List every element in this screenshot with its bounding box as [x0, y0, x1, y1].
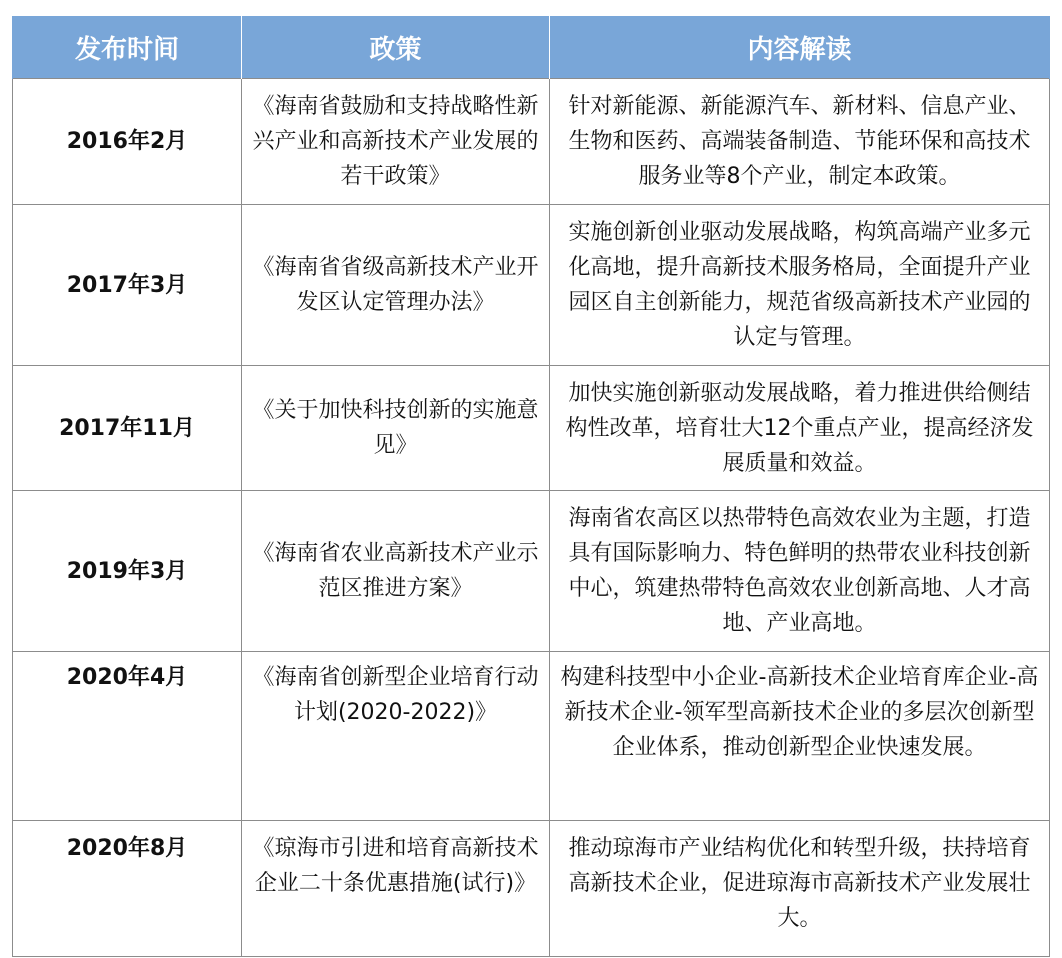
date-cell: 2016年2月: [13, 79, 242, 205]
content-cell: 针对新能源、新能源汽车、新材料、信息产业、生物和医药、高端装备制造、节能环保和高技术服务业等8个产业，制定本政策。: [550, 79, 1050, 205]
header-date: 发布时间: [13, 16, 242, 79]
content-cell: 海南省农高区以热带特色高效农业为主题，打造具有国际影响力、特色鲜明的热带农业科技创新中心，筑建热带特色高效农业创新高地、人才高地、产业高地。: [550, 491, 1050, 652]
header-content: 内容解读: [550, 16, 1050, 79]
content-cell: 推动琼海市产业结构优化和转型升级，扶持培育高新技术企业，促进琼海市高新技术产业发展壮大。: [550, 821, 1050, 957]
table-row: [13, 205, 1050, 366]
policy-cell: 《海南省鼓励和支持战略性新兴产业和高新技术产业发展的若干政策》: [242, 79, 550, 205]
table-row: [13, 491, 1050, 652]
content-cell: 加快实施创新驱动发展战略，着力推进供给侧结构性改革，培育壮大12个重点产业，提高经济发展质量和效益。: [550, 366, 1050, 491]
table-header-row: [13, 16, 1050, 79]
policy-cell: 《海南省农业高新技术产业示范区推进方案》: [242, 491, 550, 652]
date-cell: 2020年4月: [13, 652, 242, 821]
content-cell: 构建科技型中小企业-高新技术企业培育库企业-高新技术企业-领军型高新技术企业的多层次创新型企业体系，推动创新型企业快速发展。: [550, 652, 1050, 821]
date-cell: 2017年11月: [13, 366, 242, 491]
policy-cell: 《琼海市引进和培育高新技术企业二十条优惠措施(试行)》: [242, 821, 550, 957]
date-cell: 2019年3月: [13, 491, 242, 652]
table-row: [13, 652, 1050, 821]
policy-cell: 《海南省创新型企业培育行动计划(2020-2022)》: [242, 652, 550, 821]
header-policy: 政策: [242, 16, 550, 79]
policy-cell: 《关于加快科技创新的实施意见》: [242, 366, 550, 491]
content-cell: 实施创新创业驱动发展战略，构筑高端产业多元化高地，提升高新技术服务格局，全面提升产业园区自主创新能力，规范省级高新技术产业园的认定与管理。: [550, 205, 1050, 366]
policy-cell: 《海南省省级高新技术产业开发区认定管理办法》: [242, 205, 550, 366]
table-row: [13, 79, 1050, 205]
table-row: [13, 821, 1050, 957]
date-cell: 2020年8月: [13, 821, 242, 957]
policy-table: [12, 16, 1050, 957]
table-row: [13, 366, 1050, 491]
date-cell: 2017年3月: [13, 205, 242, 366]
